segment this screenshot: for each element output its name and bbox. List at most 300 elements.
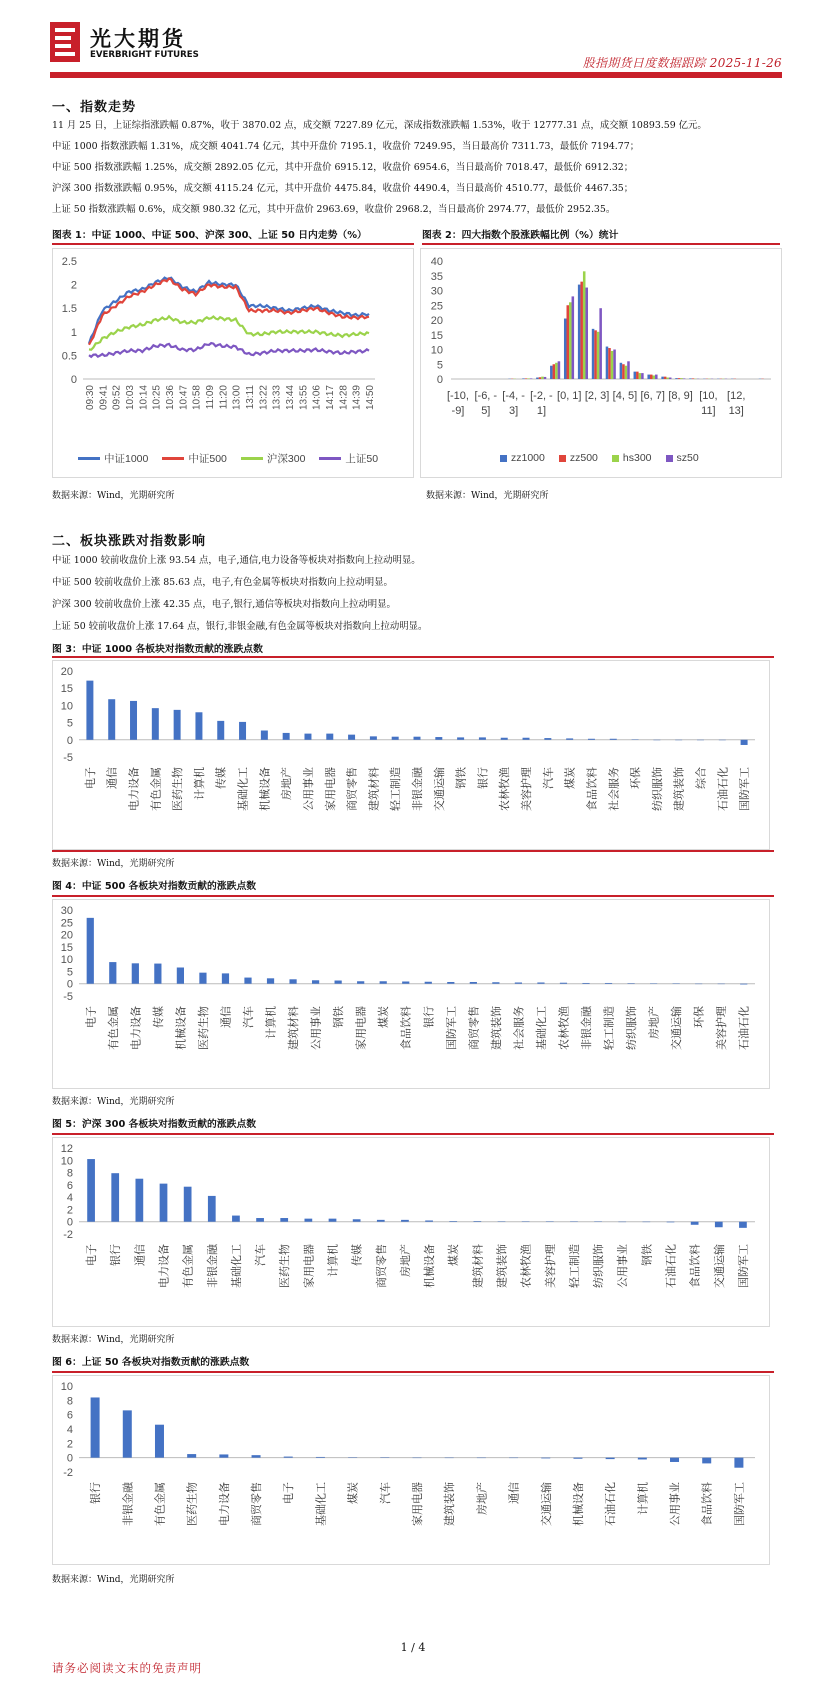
dist-bar	[692, 378, 695, 379]
x-tick-label: 通信	[507, 1482, 521, 1504]
x-tick-label: 09:52	[111, 385, 123, 411]
x-tick-label: [4, 5]	[612, 390, 638, 402]
sector-bar	[152, 708, 159, 740]
x-tick-label: 轻工制造	[602, 1006, 616, 1050]
x-tick-label: 医药生物	[185, 1482, 199, 1526]
x-tick-label: 美容护理	[715, 1006, 729, 1050]
legend-label: 沪深300	[266, 453, 306, 465]
x-tick-label: 基础化工	[229, 1244, 243, 1288]
x-tick-label: 电子	[83, 767, 97, 789]
sector-bar	[741, 740, 748, 745]
x-tick-label: 有色金属	[153, 1482, 167, 1526]
x-tick-label: 建筑装饰	[489, 1006, 503, 1050]
fig2-chart	[420, 248, 782, 478]
x-tick-label: 商贸零售	[467, 1006, 481, 1050]
sector-bar	[523, 738, 530, 740]
sector-bar	[377, 1220, 385, 1222]
fig5-source: 数据来源：Wind，光期研究所	[52, 1335, 175, 1345]
dist-bar	[580, 282, 583, 379]
dist-bar	[553, 364, 556, 379]
fig1-legend	[78, 451, 378, 466]
sector-bar	[335, 981, 342, 984]
sector-bar	[132, 963, 139, 983]
x-tick-label: 房地产	[475, 1482, 489, 1515]
x-tick-label: 钢铁	[332, 1006, 346, 1028]
sector-bar	[348, 735, 355, 740]
sector-bar	[123, 1410, 132, 1457]
dist-bar	[530, 378, 533, 379]
x-tick-label: 食品饮料	[399, 1006, 413, 1050]
sector-bar	[174, 710, 181, 740]
x-tick-label: 建筑装饰	[672, 767, 686, 811]
dist-bar	[647, 375, 650, 379]
fig3-rule	[52, 656, 774, 658]
x-tick-label: 食品饮料	[585, 767, 599, 811]
hs300-sector-bar-chart	[53, 1138, 769, 1326]
sector-bar	[217, 721, 224, 740]
fig1-caption: 图表 1：中证 1000、中证 500、沪深 300、上证 50 日内走势（%）	[52, 230, 367, 241]
legend-label: 上证50	[345, 453, 379, 465]
dist-bar	[641, 373, 644, 379]
x-tick-label: 社会服务	[512, 1006, 526, 1050]
fig4-chart	[52, 899, 770, 1089]
sector-bar	[380, 981, 387, 983]
x-tick-label: 银行	[476, 767, 490, 789]
y-tick-label: 0.5	[61, 350, 77, 363]
x-tick-label: 食品饮料	[700, 1482, 714, 1526]
y-tick-label: 30	[430, 285, 443, 298]
fig1-rule	[52, 243, 414, 245]
dist-bar	[639, 373, 642, 379]
dist-bar	[666, 378, 669, 379]
dist-bar	[680, 378, 683, 379]
x-tick-label: 农林牧渔	[498, 767, 512, 811]
x-tick-label: 银行	[109, 1244, 123, 1266]
section2-para-1: 中证 1000 较前收盘价上涨 93.54 点，电子,通信,电力设备等板块对指数向上拉动明显。	[52, 555, 421, 566]
sector-bar	[605, 983, 612, 984]
y-tick-label: 0	[66, 734, 73, 747]
sector-bar	[199, 973, 206, 984]
x-tick-label: [8, 9]	[668, 390, 693, 402]
series-line-2	[89, 316, 369, 349]
dist-bar	[539, 377, 542, 379]
sector-bar	[492, 982, 499, 983]
fig6-source: 数据来源：Wind，光期研究所	[52, 1575, 175, 1585]
sector-bar	[401, 1220, 409, 1222]
x-tick-label: 商贸零售	[250, 1482, 264, 1526]
sector-bar	[739, 1222, 747, 1228]
y-tick-label: 1.5	[61, 303, 77, 316]
x-tick-label: 13]	[728, 405, 744, 417]
x-tick-label: 医药生物	[171, 767, 185, 811]
y-tick-label: 1	[70, 326, 77, 339]
y-tick-label: 5	[436, 359, 443, 372]
sector-bar	[312, 980, 319, 983]
x-tick-label: 交通运输	[539, 1482, 553, 1526]
x-tick-label: 电力设备	[217, 1482, 231, 1526]
legend-item-zz500	[162, 451, 227, 466]
fig2-legend	[500, 452, 699, 464]
x-tick-label: 公用事业	[668, 1482, 682, 1526]
x-tick-label: 医药生物	[196, 1006, 210, 1050]
sector-bar	[177, 968, 184, 984]
x-tick-label: 10:03	[125, 385, 136, 411]
sector-bar	[86, 681, 93, 740]
x-tick-label: 电子	[84, 1006, 98, 1028]
dist-bar	[572, 296, 575, 379]
zz500-sector-bar-chart	[53, 900, 769, 1088]
x-tick-label: 计算机	[636, 1482, 650, 1515]
y-tick-label: 10	[60, 954, 73, 967]
report-title: 股指期货日度数据跟踪 2025-11-26	[582, 56, 782, 70]
sector-bar	[740, 984, 747, 985]
legend-label: 中证500	[188, 453, 227, 465]
x-tick-label: 商贸零售	[345, 767, 359, 811]
dist-bar	[592, 329, 595, 379]
sector-bar	[160, 1184, 168, 1222]
dist-bar	[653, 375, 656, 379]
x-tick-label: 煤炭	[447, 1244, 461, 1266]
x-tick-label: 13:55	[298, 385, 310, 411]
section2-title: 二、板块涨跌对指数影响	[52, 534, 207, 549]
y-tick-label: 8	[66, 1395, 73, 1408]
x-tick-label: 电力设备	[157, 1244, 171, 1288]
x-tick-label: 13:22	[258, 385, 270, 411]
x-tick-label: 10:14	[138, 385, 150, 411]
x-tick-label: 汽车	[242, 1006, 255, 1028]
fig6-caption: 图 6：上证 50 各板块对指数贡献的涨跌点数	[52, 1357, 250, 1368]
sector-bar	[280, 1218, 288, 1222]
y-tick-label: 25	[430, 300, 443, 313]
distribution-bar-chart	[421, 249, 781, 477]
section1-para-5: 上证 50 指数涨跌幅 0.6%，成交额 980.32 亿元，其中开盘价 2963.69，收盘价 2968.2，当日最高价 2974.77，最低价 2952.35。	[52, 204, 616, 215]
x-tick-label: 基础化工	[314, 1482, 328, 1526]
fig3-source: 数据来源：Wind，光期研究所	[52, 859, 175, 869]
x-tick-label: 国防军工	[738, 767, 752, 811]
section1-para-4: 沪深 300 指数涨跌幅 0.95%，成交额 4115.24 亿元，其中开盘价 4475.84，收盘价 4490.4，当日最高价 4510.77，最低价 4467.35；	[52, 183, 634, 194]
y-tick-label: 5	[66, 717, 73, 730]
dist-bar	[569, 302, 572, 379]
x-tick-label: 国防军工	[732, 1482, 746, 1526]
sector-bar	[261, 731, 268, 740]
y-tick-label: 6	[66, 1409, 73, 1422]
x-tick-label: 农林牧渔	[519, 1244, 533, 1288]
x-tick-label: 1]	[536, 405, 547, 417]
x-tick-label: 环保	[629, 767, 643, 789]
sector-bar	[289, 979, 296, 983]
y-tick-label: 10	[60, 1155, 73, 1168]
dist-bar	[634, 372, 637, 379]
legend-item-hs300	[612, 452, 652, 464]
intraday-line-chart	[53, 249, 413, 477]
dist-bar	[689, 378, 692, 379]
x-tick-label: 房地产	[647, 1006, 661, 1039]
x-tick-label: 11:20	[218, 385, 230, 410]
dist-bar	[627, 361, 630, 379]
x-tick-label: 家用电器	[411, 1482, 424, 1526]
sector-bar	[414, 737, 421, 740]
sector-bar	[473, 1221, 481, 1222]
legend-label: hs300	[622, 452, 652, 464]
x-tick-label: 煤炭	[346, 1482, 360, 1504]
sector-bar	[111, 1173, 119, 1222]
legend-item-sz50	[319, 451, 378, 466]
x-tick-label: 建筑材料	[367, 767, 381, 811]
fig2-rule	[422, 243, 780, 245]
x-tick-label: 13:33	[271, 385, 283, 411]
x-tick-label: 建筑装饰	[495, 1244, 509, 1288]
x-tick-label: 非银金融	[411, 767, 424, 811]
sector-bar	[353, 1219, 361, 1221]
dist-bar	[597, 332, 600, 379]
sector-bar	[284, 1457, 293, 1458]
x-tick-label: 电力设备	[129, 1006, 143, 1050]
dist-bar	[599, 308, 602, 379]
legend-label: zz1000	[511, 452, 545, 464]
legend-label: sz50	[676, 452, 699, 464]
sector-bar	[667, 1222, 675, 1223]
x-tick-label: 轻工制造	[389, 767, 403, 811]
x-tick-label: 汽车	[254, 1244, 268, 1266]
x-tick-label: 通信	[219, 1006, 233, 1028]
x-tick-label: 家用电器	[323, 767, 337, 811]
y-tick-label: 15	[60, 941, 73, 954]
x-tick-label: 14:17	[325, 385, 336, 411]
header-rule	[50, 72, 782, 78]
sector-bar	[304, 1219, 312, 1222]
legend-item-zz1000	[78, 451, 148, 466]
sector-bar	[544, 738, 551, 740]
y-tick-label: 20	[430, 315, 443, 327]
sector-bar	[370, 736, 377, 739]
sector-bar	[479, 737, 486, 739]
fig3-chart	[52, 660, 770, 850]
x-tick-label: 机械设备	[174, 1006, 188, 1050]
x-tick-label: 传媒	[214, 767, 228, 789]
x-tick-label: [6, 7]	[640, 390, 665, 402]
x-tick-label: 有色金属	[149, 767, 163, 811]
sector-bar	[219, 1454, 228, 1457]
sz50-sector-bar-chart	[53, 1376, 769, 1564]
sector-bar	[108, 699, 115, 740]
y-tick-label: 20	[60, 929, 73, 942]
sector-bar	[232, 1216, 240, 1222]
x-tick-label: 家用电器	[354, 1006, 368, 1050]
dist-bar	[536, 378, 539, 379]
dist-bar	[611, 351, 614, 379]
x-tick-label: 汽车	[378, 1482, 392, 1504]
fig5-chart	[52, 1137, 770, 1327]
y-tick-label: 4	[66, 1192, 73, 1205]
sector-bar	[425, 982, 432, 984]
fig2-caption: 图表 2：四大指数个股涨跌幅比例（%）统计	[422, 230, 619, 241]
x-tick-label: 公用事业	[616, 1244, 630, 1288]
x-tick-label: 基础化工	[236, 767, 250, 811]
x-tick-label: 5]	[481, 405, 491, 417]
x-tick-label: 10:58	[191, 385, 203, 411]
sector-bar	[457, 737, 464, 739]
dist-bar	[675, 378, 678, 379]
sector-bar	[130, 701, 137, 740]
dist-bar	[669, 378, 672, 379]
sector-bar	[155, 1425, 164, 1458]
x-tick-label: 计算机	[264, 1006, 278, 1039]
fig5-rule	[52, 1133, 774, 1135]
section1-para-1: 11 月 25 日，上证综指涨跌幅 0.87%，收于 3870.02 点，成交额 7227.89 亿元，深成指数涨跌幅 1.53%，收于 12777.31 点，成交额 10893.59 亿元。	[52, 120, 707, 131]
x-tick-label: 13:00	[231, 385, 243, 411]
dist-bar	[608, 348, 611, 379]
x-tick-label: 非银金融	[580, 1006, 593, 1050]
sector-bar	[501, 738, 508, 740]
x-tick-label: 机械设备	[571, 1482, 585, 1526]
y-tick-label: 8	[66, 1167, 73, 1180]
x-tick-label: 纺织服饰	[625, 1006, 639, 1050]
section1-para-3: 中证 500 指数涨跌幅 1.25%，成交额 2892.05 亿元，其中开盘价 6915.12，收盘价 6954.6，当日最高价 7018.47，最低价 6912.32；	[52, 162, 634, 173]
x-tick-label: 13:44	[285, 385, 296, 411]
sector-bar	[447, 982, 454, 984]
x-tick-label: 通信	[105, 767, 119, 789]
sector-bar	[670, 1458, 679, 1462]
x-tick-label: 煤炭	[377, 1006, 391, 1028]
legend-item-sz50	[666, 452, 699, 464]
y-tick-label: 10	[60, 700, 73, 713]
sector-bar	[91, 1397, 100, 1457]
y-tick-label: 2	[66, 1204, 73, 1217]
x-tick-label: 有色金属	[181, 1244, 195, 1288]
x-tick-label: 电力设备	[127, 767, 141, 811]
x-tick-label: [-10,	[446, 390, 469, 402]
fig6-chart	[52, 1375, 770, 1565]
sector-bar	[715, 1222, 723, 1228]
x-tick-label: 10:47	[178, 385, 190, 411]
dist-bar	[636, 372, 639, 379]
sector-bar	[222, 973, 229, 983]
sector-bar	[425, 1220, 433, 1221]
x-tick-label: 国防军工	[736, 1244, 750, 1288]
dist-bar	[622, 364, 625, 379]
y-tick-label: 0	[66, 978, 73, 991]
dist-bar	[525, 378, 528, 379]
x-tick-label: [-4, -	[502, 390, 525, 402]
fig4-caption: 图 4：中证 500 各板块对指数贡献的涨跌点数	[52, 881, 257, 892]
x-tick-label: 钢铁	[640, 1244, 654, 1266]
x-tick-label: [2, 3]	[584, 390, 610, 402]
section2-para-2: 中证 500 较前收盘价上涨 85.63 点，电子,有色金属等板块对指数向上拉动明显。	[52, 577, 393, 588]
sector-bar	[316, 1457, 325, 1458]
legend-item-zz500	[559, 452, 598, 464]
dist-bar	[678, 378, 681, 379]
x-tick-label: 非银金融	[205, 1244, 219, 1288]
x-tick-label: 轻工制造	[567, 1244, 581, 1288]
x-tick-label: 银行	[422, 1006, 436, 1028]
sector-bar	[537, 982, 544, 983]
sector-bar	[691, 1222, 699, 1225]
x-tick-label: 通信	[133, 1244, 147, 1266]
fig6-rule	[52, 1371, 774, 1373]
x-tick-label: 传媒	[350, 1244, 364, 1266]
section2-para-3: 沪深 300 较前收盘价上涨 42.35 点，电子,银行,通信等板块对指数向上拉动明显。	[52, 599, 396, 610]
dist-bar	[664, 377, 667, 379]
logo-text-en: EVERBRIGHT FUTURES	[90, 50, 199, 60]
x-tick-label: [-2, -	[530, 390, 553, 402]
sector-bar	[588, 739, 595, 740]
y-tick-label: -5	[63, 991, 73, 1003]
y-tick-label: 10	[60, 1381, 73, 1393]
x-tick-label: 电子	[85, 1244, 99, 1266]
x-tick-label: 美容护理	[520, 767, 534, 811]
sector-bar	[560, 983, 567, 984]
dist-bar	[564, 319, 567, 379]
sector-bar	[239, 722, 246, 740]
x-tick-label: 交通运输	[670, 1006, 684, 1050]
sector-bar	[392, 737, 399, 740]
sector-bar	[610, 739, 617, 740]
x-tick-label: 14:28	[338, 385, 350, 411]
x-tick-label: [10,	[699, 390, 718, 402]
x-tick-label: 14:06	[311, 385, 323, 411]
x-tick-label: 农林牧渔	[557, 1006, 571, 1050]
sector-bar	[304, 734, 311, 740]
fig1-source: 数据来源：Wind，光期研究所	[52, 491, 175, 501]
x-tick-label: 交通运输	[712, 1244, 726, 1288]
x-tick-label: 有色金属	[106, 1006, 120, 1050]
sector-bar	[283, 733, 290, 740]
dist-bar	[585, 288, 588, 379]
x-tick-label: 公用事业	[309, 1006, 323, 1050]
dist-bar	[550, 366, 553, 379]
sector-bar	[449, 1221, 457, 1222]
y-tick-label: 0	[436, 374, 443, 386]
x-tick-label: 建筑装饰	[443, 1482, 457, 1526]
x-tick-label: 非银金融	[121, 1482, 135, 1526]
x-tick-label: 建筑材料	[287, 1006, 301, 1050]
y-tick-label: 0	[70, 374, 77, 386]
disclaimer-link[interactable]: 请务必阅读文末的免责声明	[52, 1661, 202, 1675]
legend-label: 中证1000	[104, 453, 149, 465]
sector-bar	[154, 964, 161, 984]
sector-bar	[470, 982, 477, 984]
dist-bar	[613, 350, 616, 380]
y-tick-label: 2	[70, 279, 77, 292]
dist-bar	[558, 361, 561, 379]
y-tick-label: 40	[430, 256, 443, 268]
y-tick-label: 6	[66, 1179, 73, 1192]
dist-bar	[650, 375, 653, 379]
x-tick-label: 基础化工	[534, 1006, 548, 1050]
x-tick-label: 钢铁	[454, 767, 468, 789]
page-number: 1 / 4	[400, 1641, 426, 1654]
dist-bar	[567, 305, 570, 379]
x-tick-label: 09:41	[98, 385, 110, 411]
x-tick-label: 电子	[282, 1482, 296, 1504]
sector-bar	[208, 1196, 216, 1222]
y-tick-label: -2	[63, 1229, 73, 1241]
x-tick-label: [12,	[727, 390, 746, 402]
x-tick-label: 房地产	[280, 767, 294, 800]
x-tick-label: 石油石化	[604, 1482, 618, 1526]
sector-bar	[256, 1218, 264, 1222]
dist-bar	[578, 285, 581, 379]
y-tick-label: 35	[430, 270, 443, 283]
dist-bar	[683, 378, 686, 379]
x-tick-label: [0, 1]	[557, 390, 582, 402]
x-tick-label: 公用事业	[301, 767, 315, 811]
x-tick-label: 商贸零售	[374, 1244, 388, 1288]
sector-bar	[184, 1187, 192, 1222]
dist-bar	[620, 363, 623, 379]
sector-bar	[87, 1159, 95, 1222]
dist-bar	[594, 330, 597, 379]
